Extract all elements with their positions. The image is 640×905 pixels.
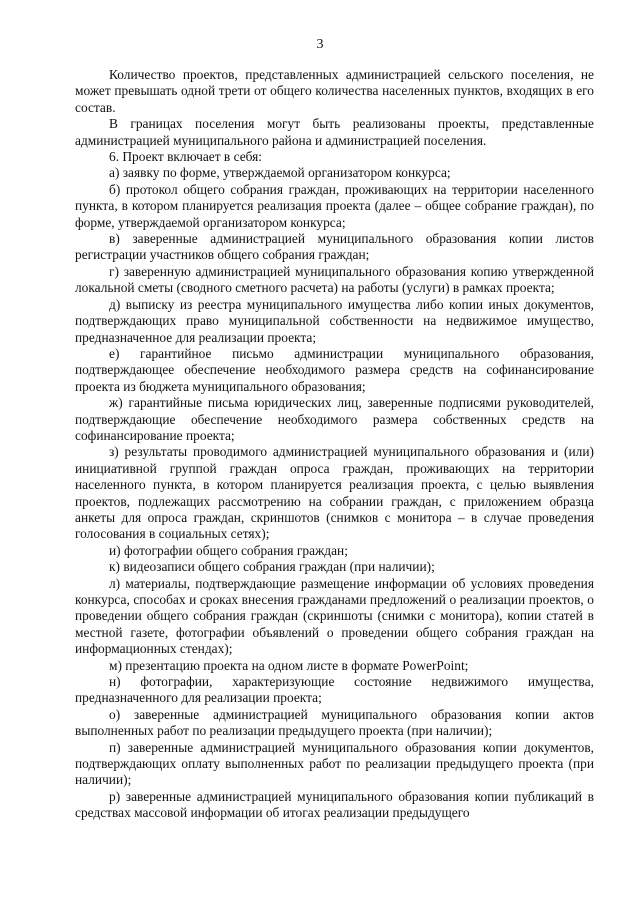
list-item-o: о) заверенные администрацией муниципального образования копии актов выполненных работ по реализации предыдущего проекта (при наличии); bbox=[75, 706, 594, 739]
list-item-e: е) гарантийное письмо администрации муниципального образования, подтверждающее обеспечение необходимого размера средств на софинансирование проекта из бюджета муниципального образования; bbox=[75, 345, 594, 394]
list-item-b: б) протокол общего собрания граждан, проживающих на территории населенного пункта, в котором планируется реализация проекта (далее – общее собрание граждан), по форме, утверждаемой организатором конкурса; bbox=[75, 181, 594, 230]
list-item-d: д) выписку из реестра муниципального имущества либо копии иных документов, подтверждающих право муниципальной собственности на недвижимое имущество, предназначенное для реализации проекта; bbox=[75, 296, 594, 345]
list-item-n: н) фотографии, характеризующие состояние недвижимого имущества, предназначенного для реализации проекта; bbox=[75, 674, 594, 706]
list-item-v: в) заверенные администрацией муниципального образования копии листов регистрации участников общего собрания граждан; bbox=[75, 231, 594, 263]
document-body bbox=[75, 67, 594, 822]
list-item-r: р) заверенные администрацией муниципального образования копии публикаций в средствах массовой информации об итогах реализации предыдущего bbox=[75, 788, 594, 821]
list-item-z: з) результаты проводимого администрацией муниципального образования и (или) инициативной группой граждан опроса граждан, проживающих на территории населенного пункта, в котором планируется реализация проекта, с целью выявления проектов, подлежащих рассмотрению на собрании граждан, с приложением образца анкеты для опроса граждан, скриншотов (снимков с монитора – в случае проведения голосования в социальных сетях); bbox=[75, 444, 594, 542]
page-number: 3 bbox=[316, 37, 324, 52]
list-item-l: л) материалы, подтверждающие размещение информации об условиях проведения конкурса, способах и сроках внесения гражданами предложений о реализации проектов, о проведении общего собрания граждан (скриншоты (снимки с монитора), копии статей в местной газете, фотографии объявлений о проведении общего собрания граждан на информационных стендах); bbox=[75, 575, 594, 657]
list-item-i: и) фотографии общего собрания граждан; bbox=[109, 542, 348, 558]
list-item-a: а) заявку по форме, утверждаемой организатором конкурса; bbox=[109, 165, 451, 181]
list-item-p: п) заверенные администрацией муниципального образования копии документов, подтверждающих оплату выполненных работ по реализации предыдущего проекта (при наличии); bbox=[75, 739, 594, 788]
paragraph-section-6-heading: 6. Проект включает в себя: bbox=[109, 149, 262, 165]
list-item-m: м) презентацию проекта на одном листе в формате PowerPoint; bbox=[109, 657, 469, 673]
paragraph-project-boundaries: В границах поселения могут быть реализованы проекты, представленные администрацией муниципального района и администрацией поселения. bbox=[75, 116, 594, 148]
paragraph-project-count-limit: Количество проектов, представленных администрацией сельского поселения, не может превышать одной трети от общего количества населенных пунктов, входящих в его состав. bbox=[75, 67, 594, 115]
list-item-g: г) заверенную администрацией муниципального образования копию утвержденной локальной сметы (сводного сметного расчета) на работы (услуги) в рамках проекта; bbox=[75, 263, 594, 296]
list-item-zh: ж) гарантийные письма юридических лиц, заверенные подписями руководителей, подтверждающие обеспечение необходимого размера собственных средств на софинансирование проекта; bbox=[75, 395, 594, 443]
list-item-k: к) видеозаписи общего собрания граждан (при наличии); bbox=[109, 559, 435, 575]
